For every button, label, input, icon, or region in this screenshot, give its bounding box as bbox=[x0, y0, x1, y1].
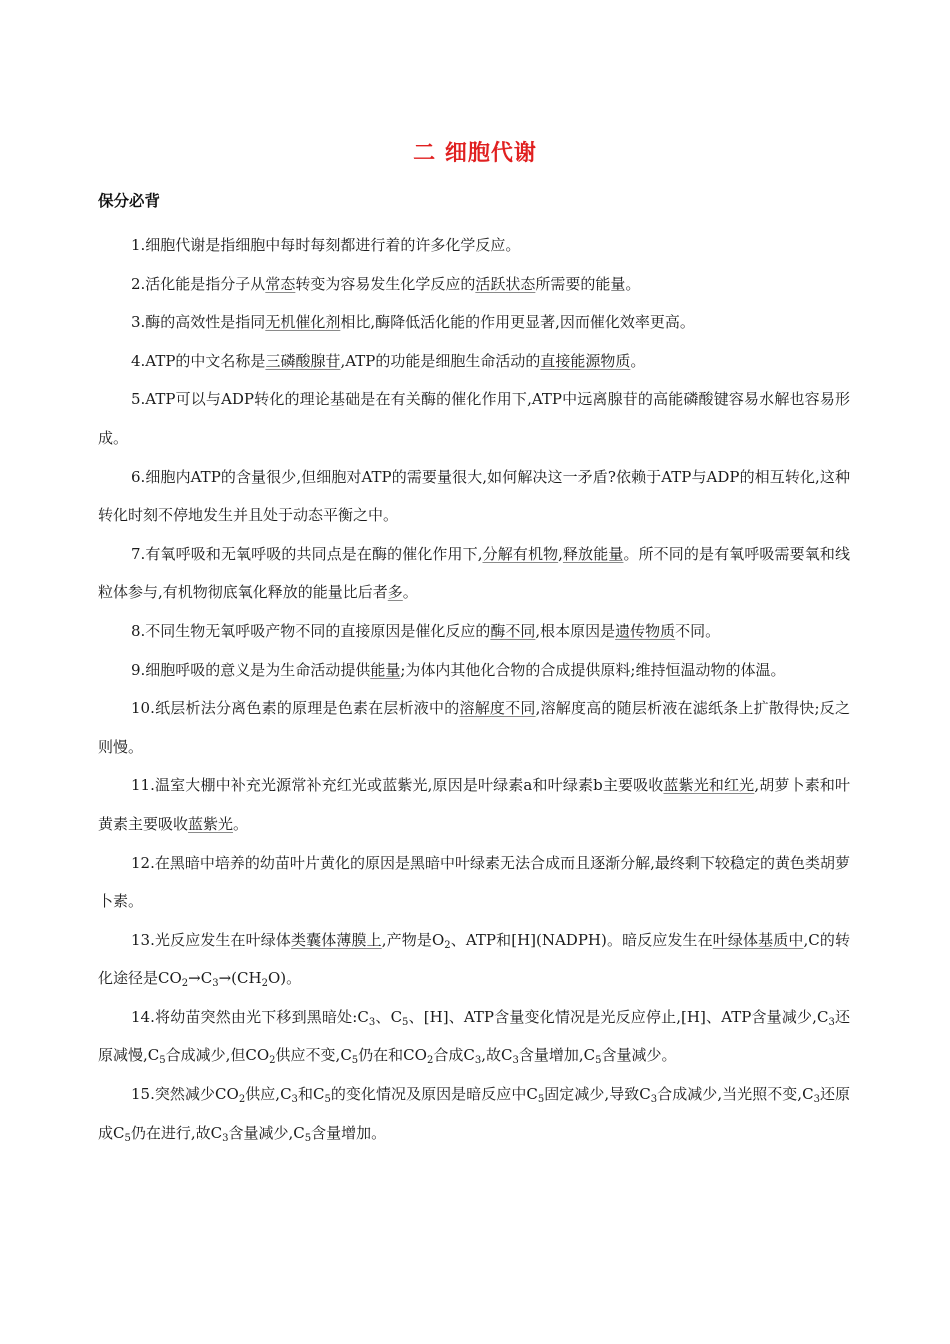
subscript: 3 bbox=[368, 1016, 376, 1028]
text-run: 供应,C bbox=[245, 1085, 292, 1104]
subscript: 2 bbox=[261, 978, 268, 990]
text-run: 还原成C bbox=[98, 1085, 851, 1142]
underlined-term: 蓝紫光和红光 bbox=[663, 776, 755, 795]
text-run: 14.将幼苗突然由光下移到黑暗处:C bbox=[131, 1007, 369, 1026]
underlined-term: 遗传物质 bbox=[615, 621, 676, 640]
text-run: 相比,酶降低活化能的作用更显著,因而催化效率更高。 bbox=[340, 313, 695, 332]
subscript: 3 bbox=[828, 1016, 835, 1028]
underlined-term: 释放能量 bbox=[562, 544, 624, 563]
text-run: ;为体内其他化合物的合成提供原料;维持恒温动物的体温。 bbox=[400, 660, 786, 679]
text-run: 供应不变,C bbox=[275, 1046, 352, 1065]
subscript: 3 bbox=[474, 1055, 482, 1067]
text-run: ,ATP的功能是细胞生命活动的 bbox=[340, 351, 541, 370]
list-item bbox=[98, 998, 850, 1075]
underlined-term: 直接能源物质 bbox=[540, 351, 631, 370]
list-item bbox=[98, 226, 850, 265]
text-run: 、[H]、ATP含量变化情况是光反应停止,[H]、ATP含量减少,C bbox=[408, 1007, 829, 1026]
list-item bbox=[98, 844, 850, 921]
text-run: 2.活化能是指分子从 bbox=[131, 274, 266, 293]
subscript: 2 bbox=[444, 939, 451, 951]
list-item bbox=[98, 303, 850, 342]
text-run: 9.细胞呼吸的意义是为生命活动提供 bbox=[131, 660, 371, 679]
underlined-term: 溶解度不同 bbox=[459, 699, 536, 718]
text-run: 12.在黑暗中培养的幼苗叶片黄化的原因是黑暗中叶绿素无法合成而且逐渐分解,最终剩下较稳定的黄色类胡萝卜素。 bbox=[98, 853, 850, 911]
text-run: 固定减少,导致C bbox=[544, 1085, 651, 1104]
underlined-term: 无机催化剂 bbox=[265, 313, 341, 332]
subscript: 3 bbox=[222, 1132, 229, 1144]
text-run: 13.光反应发生在叶绿体 bbox=[131, 930, 292, 949]
text-run: 仍在和CO bbox=[358, 1046, 427, 1065]
subscript: 5 bbox=[537, 1094, 545, 1106]
text-run: 15.突然减少CO bbox=[131, 1085, 239, 1104]
text-run: 合成C bbox=[433, 1046, 475, 1065]
subscript: 2 bbox=[238, 1094, 246, 1106]
text-run: 和C bbox=[297, 1085, 325, 1104]
page-title: 二 细胞代谢 bbox=[413, 141, 537, 166]
text-run: 含量增加,C bbox=[518, 1046, 596, 1065]
underlined-term: 蓝紫光 bbox=[188, 814, 234, 833]
text-run: 所需要的能量。 bbox=[535, 274, 641, 293]
list-item bbox=[98, 921, 850, 998]
text-run: O)。 bbox=[267, 969, 302, 988]
text-run: 。所不同的是有氧呼吸需要氧和线粒体参与,有机物彻底氧化释放的能量比后者 bbox=[98, 544, 850, 602]
list-item bbox=[98, 265, 850, 304]
text-run: 还原减慢,C bbox=[98, 1007, 850, 1065]
underlined-term: 酶不同 bbox=[490, 621, 536, 640]
subscript: 5 bbox=[595, 1055, 602, 1067]
subscript: 5 bbox=[351, 1055, 359, 1067]
underlined-term: 活跃状态 bbox=[475, 274, 536, 293]
underlined-term: 三磷酸腺苷 bbox=[265, 351, 341, 370]
text-run: ,产物是O bbox=[381, 930, 445, 949]
text-run: 含量减少。 bbox=[601, 1046, 677, 1065]
text-run: ,溶解度高的随层析液在滤纸条上扩散得快;反之则慢。 bbox=[98, 699, 851, 756]
list-item bbox=[98, 689, 850, 766]
text-run: 、ATP和[H](NADPH)。暗反应发生在 bbox=[450, 930, 713, 949]
text-run: 4.ATP的中文名称是 bbox=[131, 351, 266, 370]
text-run: 。 bbox=[402, 583, 418, 602]
section-heading: 保分必背 bbox=[98, 192, 161, 210]
text-run: 合成减少,但CO bbox=[165, 1046, 270, 1065]
list-item bbox=[98, 612, 850, 651]
list-item bbox=[98, 380, 850, 457]
subscript: 5 bbox=[304, 1132, 312, 1144]
subscript: 2 bbox=[269, 1055, 276, 1067]
list-item bbox=[98, 458, 850, 535]
subscript: 5 bbox=[402, 1016, 409, 1028]
subscript: 3 bbox=[212, 978, 219, 990]
text-run: 1.细胞代谢是指细胞中每时每刻都进行着的许多化学反应。 bbox=[131, 236, 521, 254]
subscript: 3 bbox=[650, 1094, 658, 1106]
underlined-term: 类囊体薄膜上 bbox=[291, 930, 382, 949]
item-list bbox=[98, 226, 850, 1152]
text-run: 。 bbox=[630, 351, 646, 370]
text-run: 10.纸层析法分离色素的原理是色素在层析液中的 bbox=[131, 699, 460, 718]
text-run: ,C的转化途径是CO bbox=[98, 930, 850, 988]
underlined-term: 多 bbox=[387, 583, 403, 602]
subscript: 5 bbox=[159, 1055, 166, 1067]
text-run: 11.温室大棚中补充光源常补充红光或蓝紫光,原因是叶绿素a和叶绿素b主要吸收 bbox=[131, 776, 664, 795]
list-item bbox=[98, 766, 850, 843]
subscript: 3 bbox=[813, 1094, 820, 1106]
subscript: 3 bbox=[512, 1055, 519, 1067]
underlined-term: 分解有机物 bbox=[482, 544, 559, 563]
text-run: 转变为容易发生化学反应的 bbox=[295, 274, 476, 293]
text-run: 6.细胞内ATP的含量很少,但细胞对ATP的需要量很大,如何解决这一矛盾?依赖于ATP与ADP的相互转化,这种转化时刻不停地发生并且处于动态平衡之中。 bbox=[98, 467, 850, 525]
text-run: →(CH bbox=[218, 969, 262, 988]
text-run: 仍在进行,故C bbox=[130, 1123, 223, 1142]
text-run: ,故C bbox=[481, 1046, 513, 1065]
text-run: 3.酶的高效性是指同 bbox=[131, 313, 266, 332]
text-run: , bbox=[558, 544, 563, 563]
subscript: 5 bbox=[324, 1094, 331, 1106]
text-run: 8.不同生物无氧呼吸产物不同的直接原因是催化反应的 bbox=[131, 621, 491, 640]
list-item bbox=[98, 342, 850, 381]
subscript: 5 bbox=[124, 1132, 131, 1144]
subscript: 3 bbox=[291, 1094, 298, 1106]
text-run: ,根本原因是 bbox=[535, 621, 616, 640]
list-item bbox=[98, 1075, 850, 1152]
text-run: 含量减少,C bbox=[228, 1123, 305, 1142]
text-run: 7.有氧呼吸和无氧呼吸的共同点是在酶的催化作用下, bbox=[131, 544, 483, 563]
text-run: 合成减少,当光照不变,C bbox=[657, 1085, 814, 1104]
text-run: 。 bbox=[233, 814, 249, 833]
subscript: 2 bbox=[426, 1055, 434, 1067]
underlined-term: 叶绿体基质中 bbox=[712, 930, 804, 949]
underlined-term: 能量 bbox=[370, 660, 401, 679]
text-run: ,胡萝卜素和叶黄素主要吸收 bbox=[98, 776, 850, 833]
text-run: 5.ATP可以与ADP转化的理论基础是在有关酶的催化作用下,ATP中远离腺苷的高能磷酸键容易水解也容易形成。 bbox=[98, 390, 850, 447]
text-run: 、C bbox=[375, 1007, 403, 1026]
list-item bbox=[98, 651, 850, 690]
text-run: 不同。 bbox=[675, 621, 721, 640]
underlined-term: 常态 bbox=[265, 274, 296, 293]
text-run: →C bbox=[188, 969, 213, 988]
subscript: 2 bbox=[181, 978, 189, 990]
text-run: 的变化情况及原因是暗反应中C bbox=[330, 1085, 538, 1104]
list-item bbox=[98, 535, 850, 612]
text-run: 含量增加。 bbox=[311, 1123, 387, 1142]
